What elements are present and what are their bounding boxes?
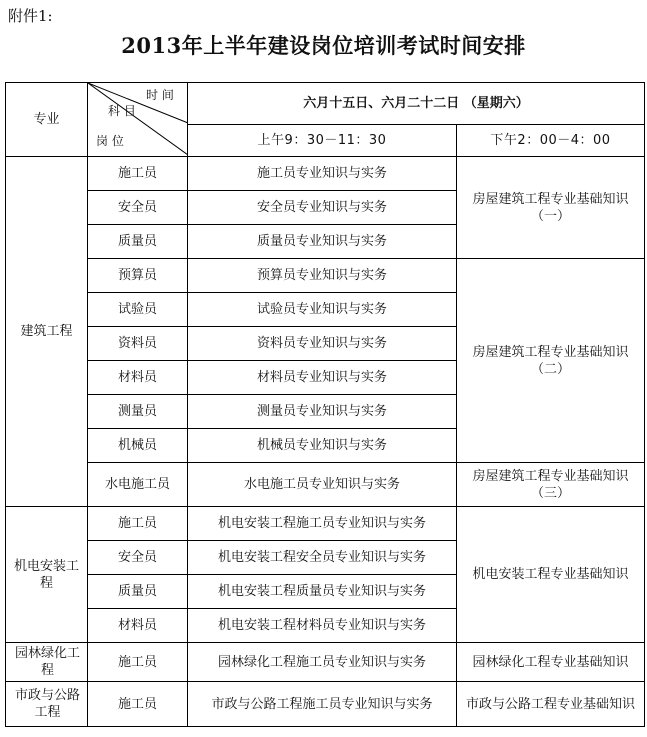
post-cell: 材料员 (88, 609, 188, 643)
afternoon-subject-cell: 房屋建筑工程专业基础知识（一） (457, 157, 645, 259)
post-cell: 测量员 (88, 395, 188, 429)
post-cell: 材料员 (88, 361, 188, 395)
morning-subject-cell: 施工员专业知识与实务 (188, 157, 457, 191)
morning-subject-cell: 机电安装工程安全员专业知识与实务 (188, 541, 457, 575)
morning-subject-cell: 资料员专业知识与实务 (188, 327, 457, 361)
major-column-header: 专业 (6, 83, 88, 157)
morning-subject-cell: 机电安装工程质量员专业知识与实务 (188, 575, 457, 609)
post-cell: 质量员 (88, 575, 188, 609)
morning-subject-cell: 机电安装工程施工员专业知识与实务 (188, 507, 457, 541)
morning-subject-cell: 机电安装工程材料员专业知识与实务 (188, 609, 457, 643)
diag-time-label: 时 间 (146, 88, 174, 102)
table-row (6, 157, 645, 191)
header-row-date (6, 83, 645, 125)
post-cell: 施工员 (88, 507, 188, 541)
afternoon-subject-cell: 园林绿化工程专业基础知识 (457, 643, 645, 682)
post-cell: 水电施工员 (88, 463, 188, 507)
post-cell: 安全员 (88, 541, 188, 575)
major-cell: 建筑工程 (6, 157, 88, 507)
exam-date-cell: 六月十五日、六月二十二日 （星期六） (188, 83, 645, 125)
morning-subject-cell: 质量员专业知识与实务 (188, 225, 457, 259)
morning-subject-cell: 材料员专业知识与实务 (188, 361, 457, 395)
morning-subject-cell: 园林绿化工程施工员专业知识与实务 (188, 643, 457, 682)
table-row (6, 682, 645, 727)
morning-session-header: 上午9：30－11：30 (188, 125, 457, 157)
exam-schedule-table (5, 82, 645, 727)
afternoon-subject-cell: 房屋建筑工程专业基础知识（三） (457, 463, 645, 507)
morning-subject-cell: 试验员专业知识与实务 (188, 293, 457, 327)
post-cell: 施工员 (88, 682, 188, 727)
table-row (6, 507, 645, 541)
post-cell: 质量员 (88, 225, 188, 259)
morning-subject-cell: 预算员专业知识与实务 (188, 259, 457, 293)
afternoon-subject-cell: 市政与公路工程专业基础知识 (457, 682, 645, 727)
diag-subject-label: 科 目 (108, 104, 136, 118)
diagonal-header-cell (88, 83, 188, 157)
table-row (6, 463, 645, 507)
morning-subject-cell: 水电施工员专业知识与实务 (188, 463, 457, 507)
afternoon-subject-cell: 机电安装工程专业基础知识 (457, 507, 645, 643)
diag-post-label: 岗 位 (96, 134, 124, 148)
table-row (6, 643, 645, 682)
post-cell: 安全员 (88, 191, 188, 225)
afternoon-subject-cell: 房屋建筑工程专业基础知识（二） (457, 259, 645, 463)
table-row (6, 259, 645, 293)
morning-subject-cell: 市政与公路工程施工员专业知识与实务 (188, 682, 457, 727)
post-cell: 施工员 (88, 157, 188, 191)
morning-subject-cell: 安全员专业知识与实务 (188, 191, 457, 225)
post-cell: 施工员 (88, 643, 188, 682)
post-cell: 预算员 (88, 259, 188, 293)
morning-subject-cell: 测量员专业知识与实务 (188, 395, 457, 429)
major-cell: 机电安装工程 (6, 507, 88, 643)
attachment-label: 附件1: (8, 7, 53, 25)
afternoon-session-header: 下午2：00－4：00 (457, 125, 645, 157)
document-title: 2013年上半年建设岗位培训考试时间安排 (121, 33, 526, 58)
post-cell: 机械员 (88, 429, 188, 463)
post-cell: 资料员 (88, 327, 188, 361)
major-cell: 市政与公路工程 (6, 682, 88, 727)
post-cell: 试验员 (88, 293, 188, 327)
major-cell: 园林绿化工程 (6, 643, 88, 682)
morning-subject-cell: 机械员专业知识与实务 (188, 429, 457, 463)
